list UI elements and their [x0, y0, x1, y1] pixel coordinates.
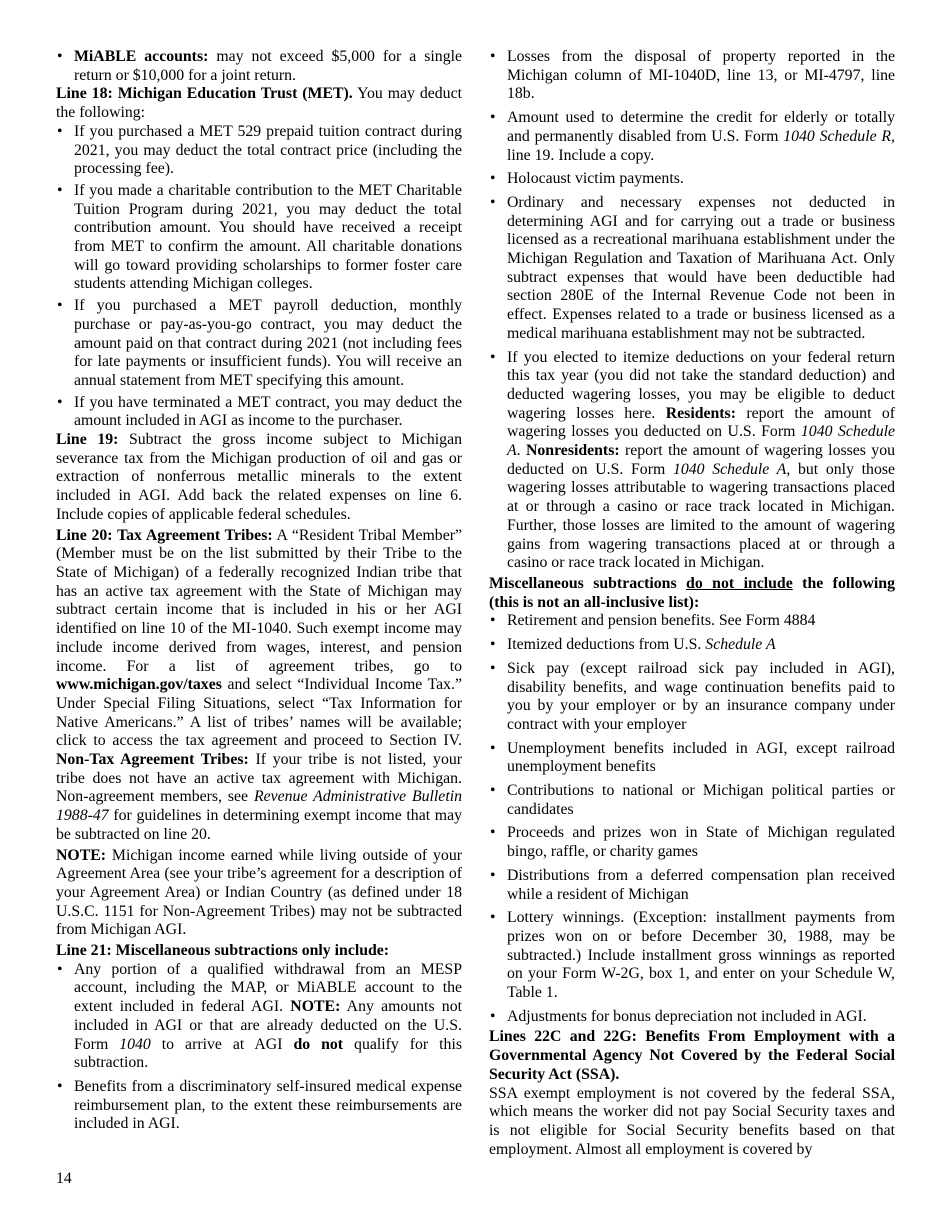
miable-list: [56, 48, 462, 85]
page-number: 14: [56, 1170, 72, 1187]
exclusions-list: [489, 612, 895, 1026]
line-21-heading: Line 21: Miscellaneous subtractions only include:: [56, 942, 390, 960]
section-heading: Line 19:: [56, 431, 119, 449]
list-item: • Contributions to national or Michigan political parties or candidates: [489, 782, 895, 819]
list-item: • Holocaust victim payments.: [489, 170, 895, 189]
list-item: • Losses from the disposal of property reported in the Michigan column of MI-1040D, line 13, or MI-4797, line 18b.: [489, 48, 895, 104]
met-list: [56, 123, 462, 431]
list-item: • Adjustments for bonus depreciation not included in AGI.: [489, 1008, 895, 1027]
note-paragraph: NOTE: Michigan income earned while living outside of your Agreement Area (see your tribe’s agreement for a description of your Agreement Area) or Indian Country (as defined under 18 U.S.C. 1151 for Non-Agreement Tribes) may not be subtracted from Michigan AGI.: [56, 846, 462, 939]
list-item: • MiABLE accounts: may not exceed $5,000 for a single return or $10,000 for a joint return.: [56, 48, 462, 85]
line-21-list: [56, 961, 462, 1134]
right-column: [489, 48, 895, 1159]
subtractions-list: [489, 48, 895, 573]
left-column: [56, 48, 462, 1134]
line-19-paragraph: Line 19: Subtract the gross income subject to Michigan severance tax from the Michigan production of oil and gas or extraction of nonferrous metallic minerals to the extent included in AGI. Add back the related expenses on line 6. Include copies of applicable federal schedules.: [56, 431, 462, 523]
section-heading: Line 18: Michigan Education Trust (MET).: [56, 85, 353, 103]
list-item: • Amount used to determine the credit for elderly or totally and permanently disabled from U.S. Form 1040 Schedule R, line 19. Include a copy.: [489, 109, 895, 165]
list-item: • Sick pay (except railroad sick pay included in AGI), disability benefits, and wage continuation benefits paid to you by your employer or by an insurance company under contract with your employer: [489, 660, 895, 735]
list-item: • Any portion of a qualified withdrawal from an MESP account, including the MAP, or MiABLE account to the extent included in federal AGI. NOTE: Any amounts not included in AGI or that are already deducted on the U.S. Form 1040 to arrive at AGI do not qualify for this subtraction.: [56, 961, 462, 1073]
list-item: • Distributions from a deferred compensation plan received while a resident of Michigan: [489, 867, 895, 904]
line-22-heading: Lines 22C and 22G: Benefits From Employment with a Governmental Agency Not Covered by the Federal Social Security Act (SSA).: [489, 1028, 895, 1083]
list-item: • If you purchased a MET payroll deduction, monthly purchase or pay-as-you-go contract, you may deduct the amount paid on that contract during 2021 (not including fees for late payments or insufficient funds). You will receive an annual statement from MET specifying this amount.: [56, 297, 462, 391]
list-item: • Retirement and pension benefits. See Form 4884: [489, 612, 895, 631]
list-item: • Lottery winnings. (Exception: installment payments from prizes won on or before December 30, 1988, may be subtracted.) Include installment gross winnings as reported on your Form W-2G, box 1, and enter on your Schedule W, Table 1.: [489, 909, 895, 1003]
misc-exclusions-heading: Miscellaneous subtractions do not include the following (this is not an all-inclusive list):: [489, 574, 895, 611]
list-item: • If you purchased a MET 529 prepaid tuition contract during 2021, you may deduct the total contract price (including the processing fee).: [56, 123, 462, 179]
list-item: • Ordinary and necessary expenses not deducted in determining AGI and for carrying out a trade or business licensed as a recreational marihuana establishment under the Michigan Regulation and Taxation of Marihuana Act. Only subtract expenses that would have been deductible had section 280E of the Internal Revenue Code not been in effect. Expenses related to a trade or business licensed as a medical marihuana establishment may not be subtracted.: [489, 194, 895, 344]
list-item: • If you elected to itemize deductions on your federal return this tax year (you did not take the standard deduction) and deducted wagering losses, you may be eligible to deduct wagering losses here. Residents: report the amount of wagering losses you deducted on U.S. Form 1040 Schedule A. Nonresidents: report the amount of wagering losses you deducted on U.S. Form 1040 Schedule A, but only those wagering losses attributable to wagering transactions placed at or through a casino or race track located in Michigan. Further, those losses are limited to the amount of wagering gains from wagering transactions placed at or through a casino or race track located in Michigan.: [489, 349, 895, 573]
list-item: • If you have terminated a MET contract, you may deduct the amount included in AGI as income to the purchaser.: [56, 394, 462, 431]
line-22-paragraph: SSA exempt employment is not covered by the federal SSA, which means the worker did not pay Social Security taxes and is not eligible for Social Security benefits based on that employment. Almost all employment is covered by: [489, 1084, 895, 1158]
list-item: • Proceeds and prizes won in State of Michigan regulated bingo, raffle, or charity games: [489, 824, 895, 861]
section-heading: Line 20: Tax Agreement Tribes:: [56, 526, 273, 544]
list-item: • Itemized deductions from U.S. Schedule A: [489, 636, 895, 655]
michigan-taxes-link[interactable]: www.michigan.gov/taxes: [56, 676, 222, 694]
term-bold: MiABLE accounts:: [74, 48, 209, 65]
list-item: • Benefits from a discriminatory self-insured medical expense reimbursement plan, to the extent these reimbursements are included in AGI.: [56, 1078, 462, 1134]
list-item: • Unemployment benefits included in AGI, except railroad unemployment benefits: [489, 740, 895, 777]
list-item: • If you made a charitable contribution to the MET Charitable Tuition Program during 2021, you may deduct the total contribution amount. You should have received a receipt from MET to confirm the amount. All charitable donations will go toward providing scholarships to former foster care students attending Michigan colleges.: [56, 182, 462, 294]
line-20-paragraph: Line 20: Tax Agreement Tribes: A “Resident Tribal Member” (Member must be on the list submitted by their Tribe to the State of Michigan) of a federally recognized Indian tribe that has an active tax agreement with the State of Michigan may subtract certain income that is included in his or her AGI identified on line 10 of the MI-1040. Such exempt income may include income derived from wages, interest, and pension income. For a list of agreement tribes, go to www.michigan.gov/taxes and select “Individual Income Tax.” Under Special Filing Situations, select “Tax Information for Native Americans.” A list of tribes’ names will be available; click to access the tax agreement and proceed to Section IV. Non-Tax Agreement Tribes: If your tribe is not listed, your tribe does not have an active tax agreement with Michigan. Non-agreement members, see Revenue Administrative Bulletin 1988-47 for guidelines in determining exempt income that may be subtracted on line 20.: [56, 526, 463, 843]
line-18-paragraph: Line 18: Michigan Education Trust (MET). You may deduct the following:: [56, 85, 462, 122]
